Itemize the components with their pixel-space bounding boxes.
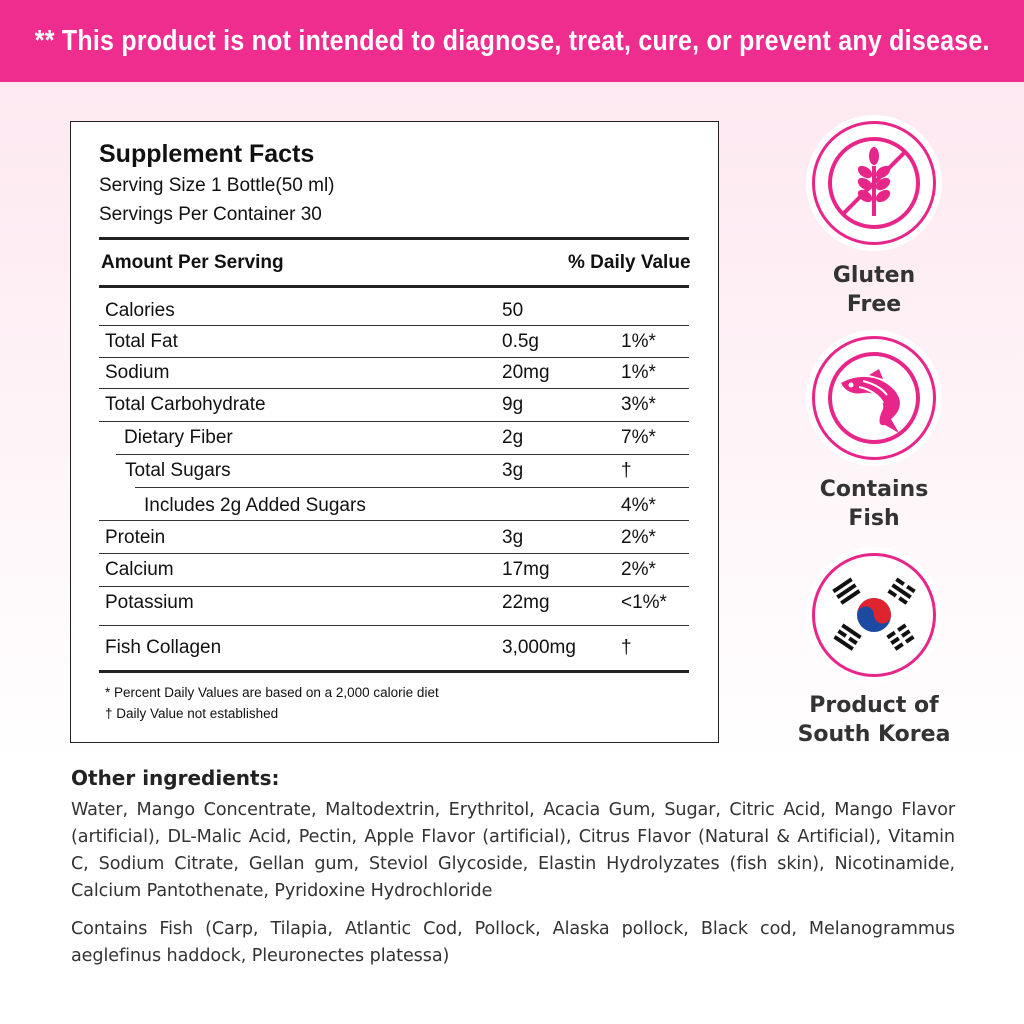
- nutrient-name: Protein: [105, 527, 166, 548]
- row-divider: [116, 454, 689, 455]
- nutrient-amount: 0.5g: [502, 331, 539, 352]
- nutrient-amount: 17mg: [502, 559, 550, 580]
- supplement-facts-panel: [70, 121, 719, 743]
- gluten-free-badge: [812, 121, 936, 245]
- nutrient-name: Fish Collagen: [105, 637, 222, 658]
- nutrient-name: Total Carbohydrate: [105, 394, 266, 415]
- nutrient-dv: 4%*: [621, 495, 656, 516]
- korea-flag-icon: [819, 560, 929, 670]
- nutrient-dv: <1%*: [621, 592, 667, 613]
- thick-rule: [99, 237, 689, 240]
- row-divider: [99, 325, 689, 326]
- nutrient-amount: 9g: [502, 394, 524, 415]
- nutrient-amount: 3g: [502, 460, 524, 481]
- nutrient-name: Total Fat: [105, 331, 178, 352]
- nutrient-dv: 2%*: [621, 559, 656, 580]
- nutrient-name: Calcium: [105, 559, 174, 580]
- disclaimer-banner: [0, 0, 1024, 82]
- nutrient-dv: 3%*: [621, 394, 656, 415]
- row-divider: [99, 520, 689, 521]
- nutrient-dv: 2%*: [621, 527, 656, 548]
- row-divider: [135, 487, 689, 488]
- nutrient-dv: 1%*: [621, 362, 656, 383]
- other-ingredients-text: Water, Mango Concentrate, Maltodextrin, Erythritol, Acacia Gum, Sugar, Citric Acid, Mango Flavor (artificial), DL-Malic Acid, Pectin, Apple Flavor (artificial), Citrus Flavor (Natural & Artificial), Vitamin C, Sodium Citrate, Gellan gum, Steviol Glycoside, Elastin Hydrolyzates (fish skin), Nicotinamide, Calcium Pantothenate, Pyridoxine Hydrochloride: [71, 800, 955, 901]
- footnote-daily-values: * Percent Daily Values are based on a 2,000 calorie diet: [105, 685, 439, 700]
- row-divider: [99, 357, 689, 358]
- nutrient-amount: 3,000mg: [502, 637, 576, 658]
- nutrient-amount: 2g: [502, 427, 524, 448]
- disclaimer-text: ** This product is not intended to diagnose, treat, cure, or prevent any disease.: [34, 24, 990, 57]
- row-divider: [99, 388, 689, 389]
- servings-per-container: Servings Per Container 30: [99, 204, 322, 225]
- serving-size: Serving Size 1 Bottle(50 ml): [99, 175, 335, 196]
- thick-rule: [99, 285, 689, 288]
- fish-icon: [819, 343, 929, 453]
- nutrient-name: Total Sugars: [125, 460, 231, 481]
- nutrient-dv: 1%*: [621, 331, 656, 352]
- nutrient-dv: †: [621, 460, 632, 481]
- nutrient-dv: 7%*: [621, 427, 656, 448]
- gluten-free-label: [774, 261, 974, 319]
- row-divider: [99, 421, 689, 422]
- row-divider: [99, 625, 689, 626]
- badge-label-line: Product of: [809, 693, 939, 718]
- row-divider: [99, 553, 689, 554]
- badge-label-line: Contains: [819, 477, 929, 502]
- contains-fish-badge: [812, 336, 936, 460]
- nutrient-name: Calories: [105, 300, 175, 321]
- contains-fish-label: [774, 475, 974, 533]
- nutrient-name: Dietary Fiber: [124, 427, 233, 448]
- nutrient-amount: 20mg: [502, 362, 550, 383]
- badge-label-line: South Korea: [797, 722, 951, 747]
- nutrient-amount: 50: [502, 300, 524, 321]
- nutrient-name: Includes 2g Added Sugars: [144, 495, 366, 516]
- gluten-free-icon: [819, 128, 929, 238]
- badge-label-line: Fish: [848, 506, 900, 531]
- facts-title: Supplement Facts: [99, 140, 315, 168]
- nutrient-name: Sodium: [105, 362, 170, 383]
- product-of-korea-label: [774, 691, 974, 749]
- badge-label-line: Free: [846, 292, 902, 317]
- amount-per-serving-header: Amount Per Serving: [101, 252, 284, 273]
- other-ingredients-title: Other ingredients:: [71, 766, 280, 790]
- nutrient-dv: †: [621, 637, 632, 658]
- nutrient-name: Potassium: [105, 592, 194, 613]
- allergen-statement: Contains Fish (Carp, Tilapia, Atlantic Cod, Pollock, Alaska pollock, Black cod, Melanogrammus aeglefinus haddock, Pleuronectes platessa): [71, 919, 955, 966]
- thick-rule: [99, 670, 689, 673]
- footnote-not-established: † Daily Value not established: [105, 706, 279, 721]
- nutrient-amount: 22mg: [502, 592, 550, 613]
- daily-value-header: % Daily Value: [568, 252, 691, 273]
- row-divider: [99, 586, 689, 587]
- nutrient-amount: 3g: [502, 527, 524, 548]
- badge-label-line: Gluten: [832, 263, 916, 288]
- product-of-korea-badge: [812, 553, 936, 677]
